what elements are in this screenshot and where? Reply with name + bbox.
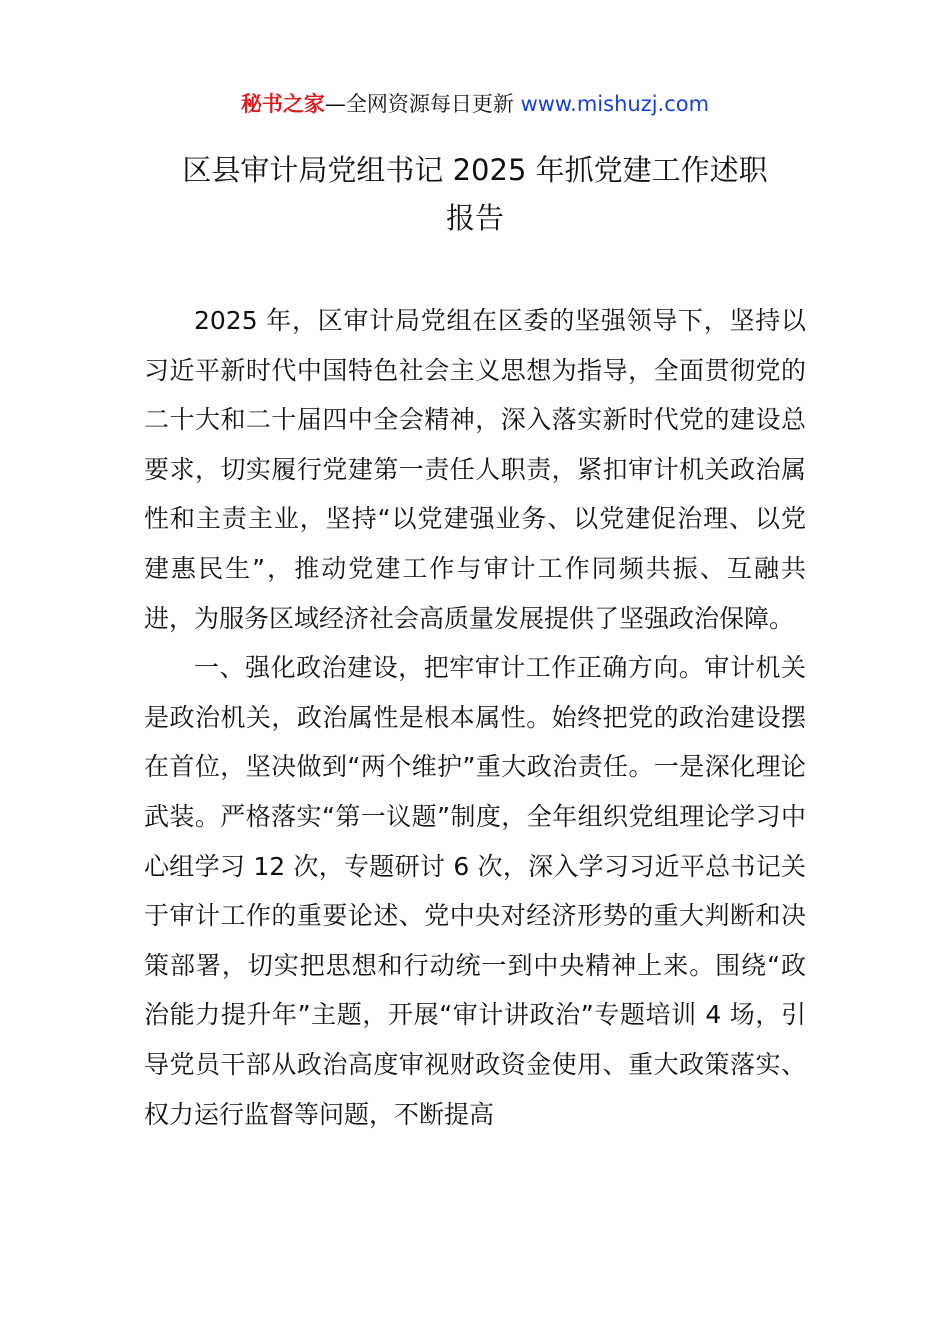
document-body [144, 296, 806, 1139]
header-tagline: —全网资源每日更新 [324, 92, 521, 116]
brand-name: 秘书之家 [240, 92, 325, 116]
title-line-1: 区县审计局党组书记 2025 年抓党建工作述职 [182, 153, 768, 187]
title-line-2: 报告 [445, 201, 504, 235]
site-url-link[interactable]: www.mishuzj.com [520, 92, 710, 116]
paragraph-intro: 2025 年，区审计局党组在区委的坚强领导下，坚持以习近平新时代中国特色社会主义思想为指导，全面贯彻党的二十大和二十届四中全会精神，深入落实新时代党的建设总要求，切实履行党建第一责任人职责，紧扣审计机关政治属性和主责主业，坚持“以党建强业务、以党建促治理、以党建惠民生”，推动党建工作与审计工作同频共振、互融共进，为服务区域经济社会高质量发展提供了坚强政治保障。 [144, 306, 806, 633]
paragraph-section-1: 一、强化政治建设，把牢审计工作正确方向。审计机关是政治机关，政治属性是根本属性。始终把党的政治建设摆在首位，坚决做到“两个维护”重大政治责任。一是深化理论武装。严格落实“第一议题”制度，全年组织党组理论学习中心组学习 12 次，专题研讨 6 次，深入学习习近平总书记关于审计工作的重要论述、党中央对经济形势的重大判断和决策部署，切实把思想和行动统一到中央精神上来。围绕“政治能力提升年”主题，开展“审计讲政治”专题培训 4 场，引导党员干部从政治高度审视财政资金使用、重大政策落实、权力运行监督等问题，不断提高 [144, 653, 806, 1129]
site-header [0, 88, 950, 120]
document-title [140, 146, 810, 242]
